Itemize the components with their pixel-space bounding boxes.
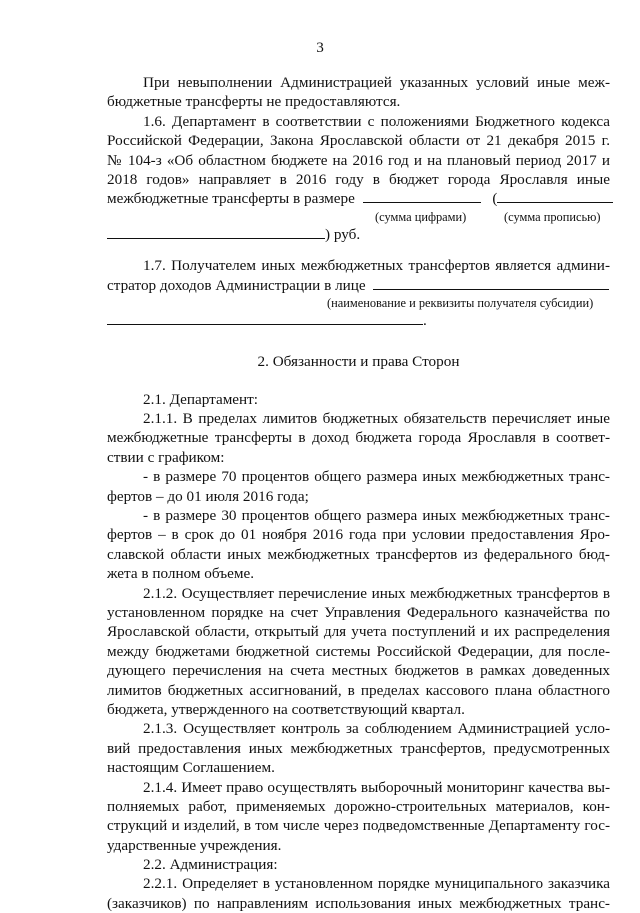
recipient-caption: (наименование и реквизиты получателя субсидии)	[327, 295, 594, 310]
section-2-line: (заказчиков) по направлениям использования иных межбюджетных транс-	[107, 894, 610, 912]
section-2-line: фертов – до 01 июля 2016 года;	[107, 487, 309, 505]
section-2-line: вий предоставления иных межбюджетных трансфертов, предусмотренных	[107, 739, 610, 757]
amount-prefix: межбюджетные трансферты в размере	[107, 190, 355, 208]
section-2-line: струкций и изделий, в том числе через подведомственные Департаменту гос-	[107, 817, 610, 835]
amount-close-line	[107, 225, 610, 244]
section-2-line: фертов – в срок до 01 ноября 2016 года при условии предоставления Яро-	[107, 526, 610, 544]
section-2-line: 2.1.4. Имеет право осуществлять выборочный мониторинг качества вы-	[143, 778, 610, 796]
recipient-blank	[373, 276, 609, 290]
section-2-line: бюджета, утвержденного на соответствующий квартал.	[107, 700, 465, 718]
amount-captions	[107, 209, 610, 225]
recipient-prefix: стратор доходов Администрации в лице	[107, 276, 366, 294]
caption-digits: (сумма цифрами)	[375, 209, 467, 224]
section-2-line: 2.1.1. В пределах лимитов бюджетных обязательств перечисляет иные	[143, 410, 610, 428]
section-2-line: 2.1.3. Осуществляет контроль за соблюдением Администрацией усло-	[143, 720, 610, 738]
recipient-blank-2	[107, 311, 423, 325]
recipient-end: .	[423, 311, 427, 329]
clause-1-6-line: № 104-з «Об областном бюджете на 2016 год и на плановый период 2017 и	[107, 151, 610, 169]
section-2-line: ствии с графиком:	[107, 448, 225, 466]
clause-1-6-line: 2018 годов» направляет в 2016 году в бюджет города Ярославля иные	[107, 170, 610, 188]
section-2-line: установленном порядке на счет Управления Федерального казначейства по	[107, 603, 610, 621]
recipient-caption-row	[107, 295, 610, 311]
section-2-line: межбюджетные трансферты в доход бюджета города Ярославля в соответ-	[107, 429, 610, 447]
section-2-line: между бюджетами бюджетной системы Российской Федерации, для после-	[107, 642, 610, 660]
section-2-line: ударственные учреждения.	[107, 836, 282, 854]
section-2-line: Ярославской области, открытый для учета поступлений и их распределения	[107, 623, 610, 641]
paragraph-line: бюджетные трансферты не предоставляются.	[107, 93, 401, 111]
open-paren: (	[492, 190, 498, 208]
clause-1-7-recipient-line	[107, 276, 610, 295]
section-2-line: 2.2. Администрация:	[143, 856, 278, 874]
caption-words: (сумма прописью)	[504, 209, 601, 224]
clause-1-6-amount-line	[107, 189, 610, 208]
section-2-line: 2.2.1. Определяет в установленном порядке муниципального заказчика	[143, 875, 610, 893]
section-2-line: - в размере 70 процентов общего размера иных межбюджетных транс-	[143, 468, 610, 486]
document-body	[107, 73, 610, 913]
section-2-body	[107, 390, 610, 913]
clause-1-7-line: 1.7. Получателем иных межбюджетных трансфертов является админи-	[143, 257, 610, 275]
section-title: 2. Обязанности и права Сторон	[257, 353, 460, 371]
amount-words-blank-2	[107, 225, 325, 239]
clause-1-6-line: Российской Федерации, Закона Ярославской области от 21 декабря 2015 г.	[107, 132, 610, 150]
amount-close: ) руб.	[325, 225, 361, 243]
section-2-line: жета в полном объеме.	[107, 565, 254, 583]
section-2-line: полняемых работ, применяемых дорожно-строительных материалов, кон-	[107, 797, 610, 815]
section-2-line: 2.1.2. Осуществляет перечисление иных межбюджетных трансфертов в	[143, 584, 610, 602]
section-2-line: дующего перечисления на счета местных бюджетов в рамках доведенных	[107, 662, 610, 680]
section-2-line: 2.1. Департамент:	[143, 390, 259, 408]
section-2-line: - в размере 30 процентов общего размера иных межбюджетных транс-	[143, 507, 610, 525]
amount-words-blank	[497, 189, 613, 203]
clause-1-6-line: 1.6. Департамент в соответствии с положениями Бюджетного кодекса	[143, 112, 610, 130]
page-number: 3	[316, 39, 324, 56]
recipient-blank-line	[107, 311, 610, 330]
paragraph-line: При невыполнении Администрацией указанных условий иные меж-	[143, 74, 610, 91]
section-2-line: настоящим Соглашением.	[107, 759, 275, 777]
amount-digits-blank	[363, 189, 481, 203]
section-2-line: славской области иных межбюджетных трансфертов из федерального бюд-	[107, 545, 610, 563]
section-2-line: лимитов бюджетных ассигнований, в пределах кассового плана областного	[107, 681, 610, 699]
